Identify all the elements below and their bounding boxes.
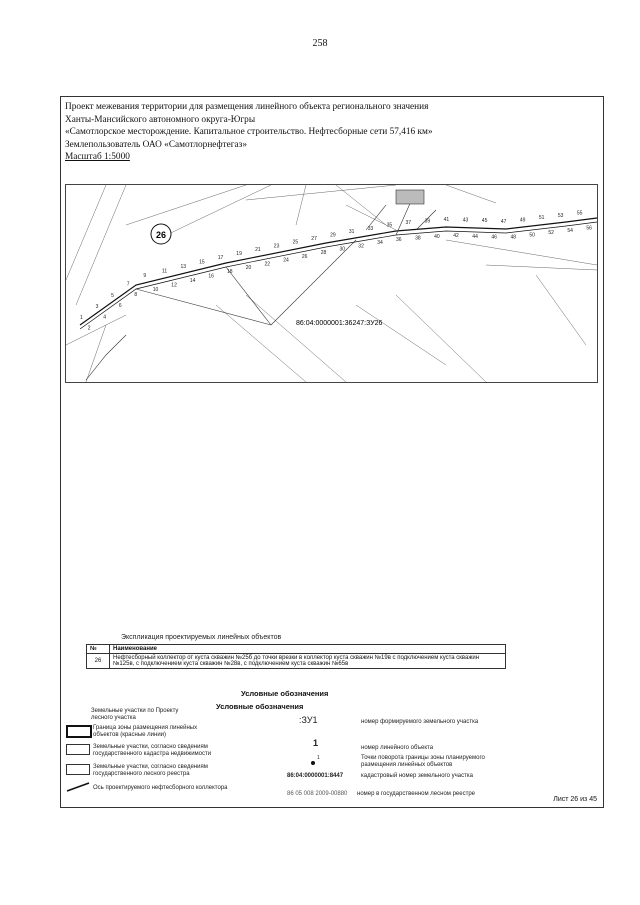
point-label: 19	[236, 250, 242, 257]
point-label: 27	[311, 235, 317, 242]
sheet-header	[65, 101, 433, 164]
legend-item-red-lines: Граница зоны размещения линейных объектов (красные линии)	[93, 725, 198, 738]
point-label: 3	[95, 303, 99, 310]
plan-drawing	[66, 185, 597, 382]
table-header-row	[87, 645, 506, 654]
point-label: 42	[453, 233, 459, 240]
legend-symbol-axis	[66, 782, 90, 792]
point-label: 11	[162, 268, 168, 275]
point-label: 52	[548, 230, 554, 237]
point-label: 44	[472, 233, 478, 240]
point-label: 35	[386, 222, 393, 229]
legend-title-2: Условные обозначения	[216, 702, 304, 711]
point-label: 16	[208, 273, 214, 280]
point-label: 48	[510, 234, 517, 241]
point-label: 10	[152, 286, 159, 293]
legend-desc-point: Точки поворота границы зоны планируемого размещения линейных объектов	[361, 755, 485, 768]
point-label: 4	[103, 314, 107, 321]
point-label: 22	[264, 261, 271, 268]
point-label: 12	[171, 282, 177, 289]
point-label: 45	[481, 218, 488, 225]
point-label: 39	[424, 218, 431, 225]
point-label: 55	[576, 210, 583, 217]
legend-item-forest-registry: Земельные участки, согласно сведениям государственного лесного реестра	[93, 764, 208, 777]
situation-plan	[65, 184, 598, 383]
point-label: 18	[227, 268, 233, 275]
legend-desc-forest-number: номер в государственном лесном реестре	[357, 791, 476, 797]
point-label: 33	[367, 225, 374, 232]
page-number: 258	[312, 38, 328, 49]
header-line-2: Ханты-Мансийского автономного округа-Югры	[65, 114, 256, 125]
point-label: 34	[377, 240, 383, 247]
point-label: 47	[500, 218, 507, 225]
point-label: 24	[283, 257, 289, 264]
legend-symbol-cadastral: 86:04:0000001:8447	[287, 773, 344, 779]
point-label: 8	[134, 292, 138, 299]
point-label: 50	[529, 232, 535, 239]
object-number-label: 26	[155, 230, 167, 240]
header-line-3: «Самотлорское месторождение. Капитальное строительство. Нефтесборные сети 57,416 км»	[65, 127, 433, 137]
point-label: 9	[143, 273, 147, 280]
point-label: 23	[273, 243, 280, 250]
point-label: 20	[245, 265, 252, 272]
point-label: 6	[118, 303, 122, 310]
point-label: 2	[87, 325, 91, 332]
point-label: 41	[443, 217, 450, 224]
legend-symbol-forest-number: 86 05 008 2009-00880	[287, 791, 348, 797]
legend-point-dot-icon	[311, 761, 315, 765]
explication-table	[86, 644, 506, 669]
point-label: 51	[538, 215, 545, 222]
point-label: 14	[189, 277, 196, 284]
legend-desc-zu: номер формируемого земельного участка	[361, 719, 479, 725]
legend-desc-cadastral: кадастровый номер земельного участка	[361, 773, 473, 779]
legend-desc-object-number: номер линейного объекта	[361, 745, 434, 751]
row-description: Нефтесборный коллектор от куста скважин №25б до точки врезки в коллектор куста скважин №19в с подключением куста скважин №125в, с подключением куста скважин №28в, с подключением куста скважин №65в	[110, 654, 506, 669]
point-label: 26	[301, 253, 308, 260]
point-label: 36	[396, 237, 402, 243]
legend-symbol-point: 1	[317, 755, 320, 761]
point-label: 54	[567, 227, 573, 234]
point-label: 21	[255, 247, 261, 254]
legend-item-cadastre: Земельные участки, согласно сведениям государственного кадастра недвижимости	[93, 744, 212, 757]
row-number: 26	[87, 654, 110, 669]
point-label: 28	[320, 250, 327, 257]
sheet-counter: Лист 26 из 45	[553, 796, 597, 803]
point-label: 37	[405, 220, 412, 227]
map-sheet	[60, 96, 604, 808]
legend-title-1: Условные обозначения	[241, 689, 329, 698]
point-label: 5	[111, 292, 114, 299]
header-scale: Масштаб 1:5000	[65, 152, 130, 162]
legend-symbol-object-number: 1	[313, 738, 319, 748]
legend-symbol-forest-registry	[66, 764, 90, 775]
legend-symbol-zu: :ЗУ1	[299, 715, 318, 725]
point-label: 7	[126, 281, 130, 288]
legend-symbol-red-line	[66, 725, 92, 738]
point-label: 43	[462, 217, 469, 224]
point-label: 29	[330, 232, 336, 239]
legend-item-axis: Ось проектируемого нефтесборного коллектора	[93, 785, 228, 791]
point-label: 13	[180, 264, 187, 271]
header-line-1: Проект межевания территории для размещения линейного объекта регионального значения	[65, 102, 429, 112]
table-row	[87, 654, 506, 669]
point-label: 46	[491, 234, 497, 241]
point-label: 49	[519, 217, 526, 224]
point-label: 30	[339, 246, 346, 253]
point-label: 38	[415, 235, 421, 242]
point-label: 17	[217, 255, 224, 261]
cadastral-label: 86:04:0000001:36247:ЗУ26	[296, 320, 383, 327]
point-label: 32	[358, 243, 364, 250]
point-label: 56	[586, 225, 592, 232]
point-label: 1	[80, 315, 83, 321]
point-label: 53	[557, 212, 564, 219]
legend-item-forest-plot: Земельные участки по Проекту лесного участка	[91, 708, 179, 721]
point-label: 25	[292, 239, 299, 246]
point-label: 15	[199, 259, 205, 266]
column-number: №	[87, 645, 110, 654]
explication-title: Экспликация проектируемых линейных объектов	[121, 634, 282, 641]
column-name: Наименование	[110, 645, 506, 654]
header-line-4: Землепользователь ОАО «Самотлорнефтегаз»	[65, 139, 248, 150]
point-label: 31	[348, 229, 355, 236]
legend-symbol-cadastre	[66, 744, 90, 755]
point-label: 40	[434, 234, 440, 240]
